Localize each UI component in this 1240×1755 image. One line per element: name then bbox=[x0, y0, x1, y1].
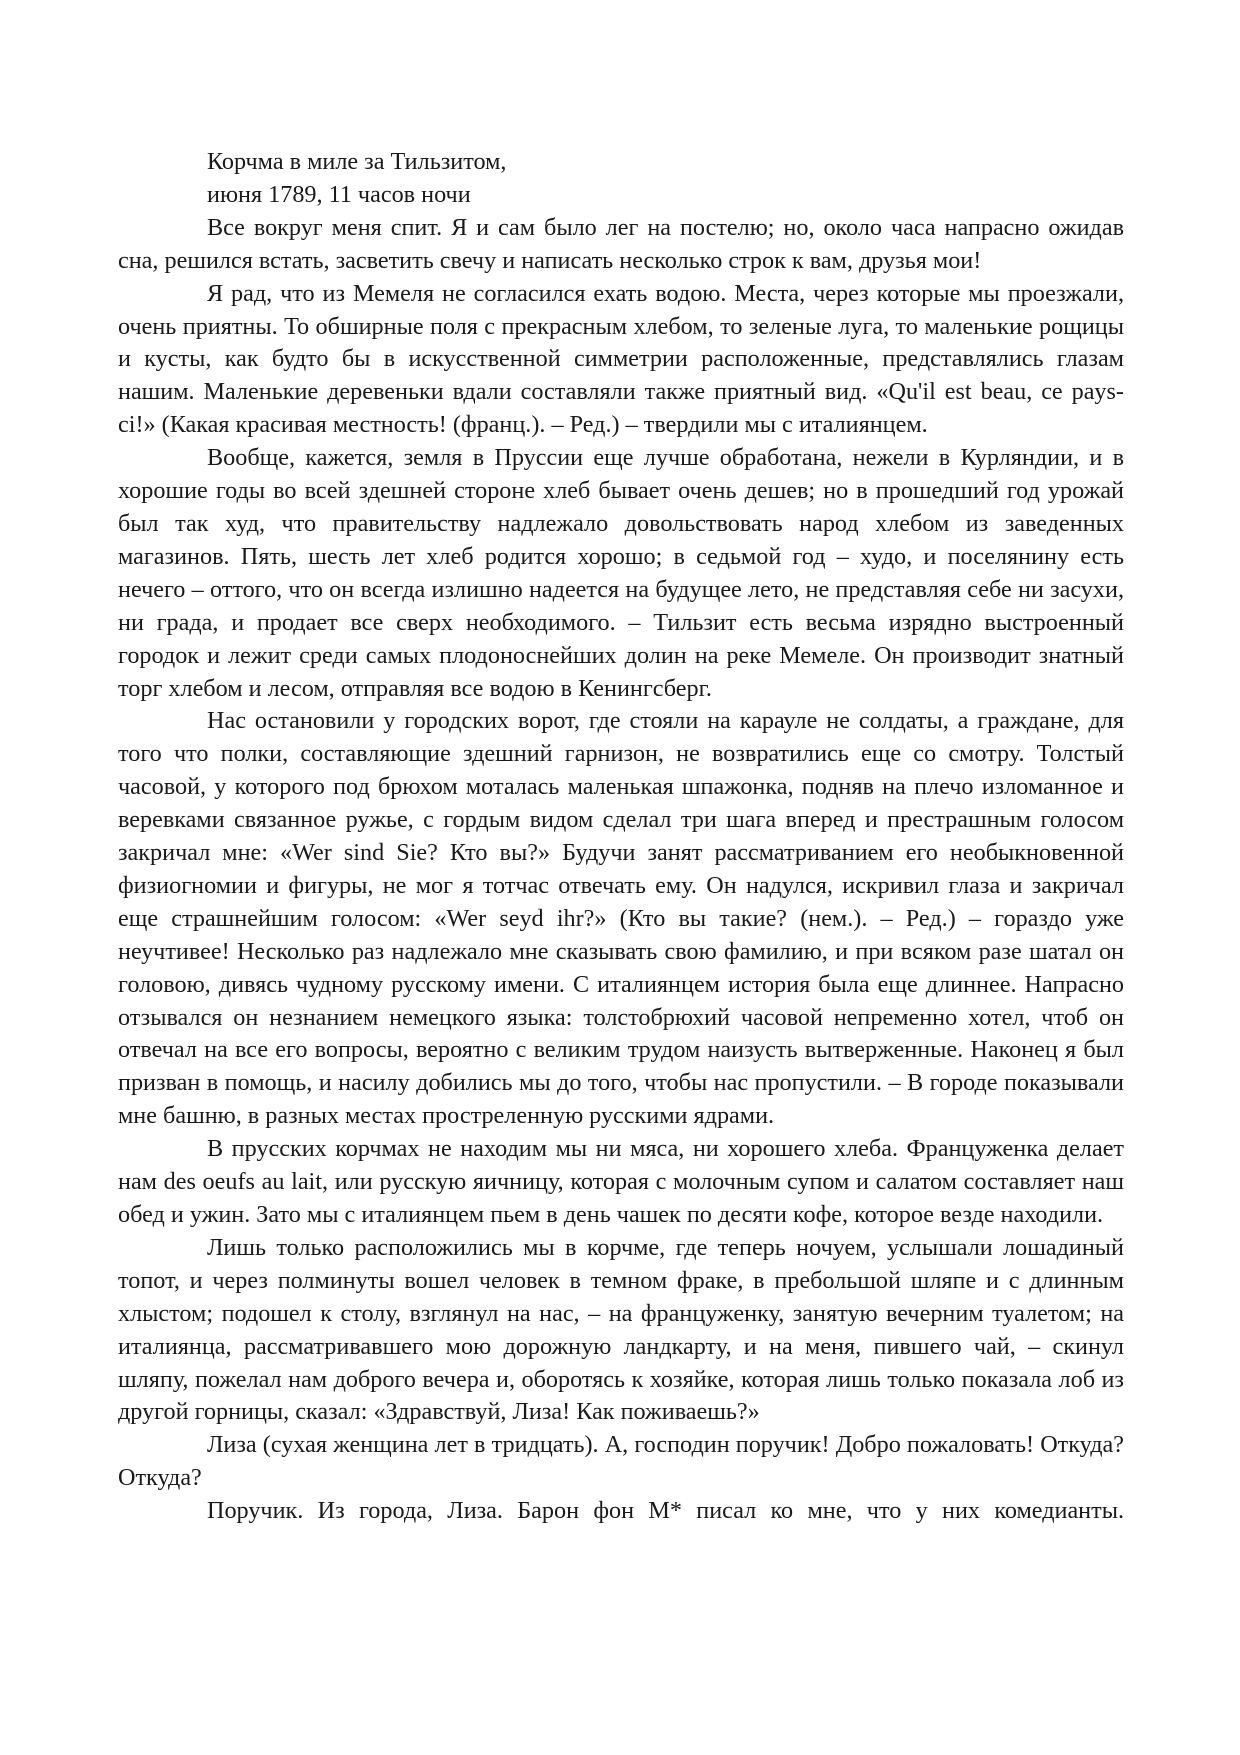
paragraph: Все вокруг меня спит. Я и сам было лег на постелю; но, около часа напрасно ожидав сна, решился встать, засветить свечу и написать несколько строк к вам, друзья мои! bbox=[118, 213, 1124, 274]
letter-date-heading: июня 1789, 11 часов ночи bbox=[207, 180, 471, 208]
paragraph: Нас остановили у городских ворот, где стояли на карауле не солдаты, а граждане, для того что полки, составляющие здешний гарнизон, не возвратились еще со смотру. Толстый часовой, у которого под брюхом моталась маленькая шпажонка, подняв на плечо изломанное и веревками связанное ружье, с гордым видом сделал три шага вперед и престрашным голосом закричал мне: «Wer sind Sie? Кто вы?» Будучи занят рассматриванием его необыкновенной физиогномии и фигуры, не мог я тотчас отвечать ему. Он надулся, искривил глаза и закричал еще страшнейшим голосом: «Wer seyd ihr?» (Кто вы такие? (нем.). – Ред.) – гораздо уже неучтивее! Несколько раз надлежало мне сказывать свою фамилию, и при всяком разе шатал он головою, дивясь чудному русскому имени. С италиянцем история была еще длиннее. Напрасно отзывался он незнанием немецкого языка: толстобрюхий часовой непременно хотел, чтоб он отвечал на все его вопросы, вероятно с великим трудом наизусть вытверженные. Наконец я был призван в помощь, и насилу добились мы до того, чтобы нас пропустили. – В городе показывали мне башню, в разных местах простреленную русскими ядрами. bbox=[118, 707, 1124, 1130]
letter-place-heading: Корчма в миле за Тильзитом, bbox=[207, 148, 507, 175]
paragraph: В прусских корчмах не находим мы ни мяса, ни хорошего хлеба. Француженка делает нам des oeufs au lait, или русскую яичницу, которая с молочным супом и салатом составляет наш обед и ужин. Зато мы с италиянцем пьем в день чашек по десяти кофе, которое везде находили. bbox=[118, 1135, 1124, 1228]
document-page bbox=[118, 146, 1124, 1528]
paragraph: Лишь только расположились мы в корчме, где теперь ночуем, услышали лошадиный топот, и через полминуты вошел человек в темном фраке, в пребольшой шляпе и с длинным хлыстом; подошел к столу, взглянул на нас, – на француженку, занятую вечерним туалетом; на италиянца, рассматривавшего мою дорожную ландкарту, и на меня, пившего чай, – скинул шляпу, пожелал нам доброго вечера и, оборотясь к хозяйке, которая лишь только показала лоб из другой горницы, сказал: «Здравствуй, Лиза! Как поживаешь?» bbox=[118, 1233, 1124, 1426]
paragraph: Лиза (сухая женщина лет в тридцать). А, господин поручик! Добро пожаловать! Откуда? Откуда? bbox=[118, 1431, 1124, 1492]
paragraph: Я рад, что из Мемеля не согласился ехать водою. Места, через которые мы проезжали, очень приятны. То обширные поля с прекрасным хлебом, то зеленые луга, то маленькие рощицы и кусты, как будто бы в искусственной симметрии расположенные, представлялись глазам нашим. Маленькие деревеньки вдали составляли также приятный вид. «Qu'il est beau, ce pays-ci!» (Какая красивая местность! (франц.). – Ред.) – твердили мы с италиянцем. bbox=[118, 279, 1124, 439]
continued-paragraph-line: Поручик. Из города, Лиза. Барон фон М* писал ко мне, что у них комедианты. bbox=[207, 1497, 1124, 1525]
paragraph: Вообще, кажется, земля в Пруссии еще лучше обработана, нежели в Курляндии, и в хорошие годы во всей здешней стороне хлеб бывает очень дешев; но в прошедший год урожай был так худ, что правительству надлежало довольствовать народ хлебом из заведенных магазинов. Пять, шесть лет хлеб родится хорошо; в седьмой год – худо, и поселянину есть нечего – оттого, что он всегда излишно надеется на будущее лето, не представляя себе ни засухи, ни града, и продает все сверх необходимого. – Тильзит есть весьма изрядно выстроенный городок и лежит среди самых плодоноснейших долин на реке Мемеле. Он производит знатный торг хлебом и лесом, отправляя все водою в Кенингсберг. bbox=[118, 444, 1124, 702]
